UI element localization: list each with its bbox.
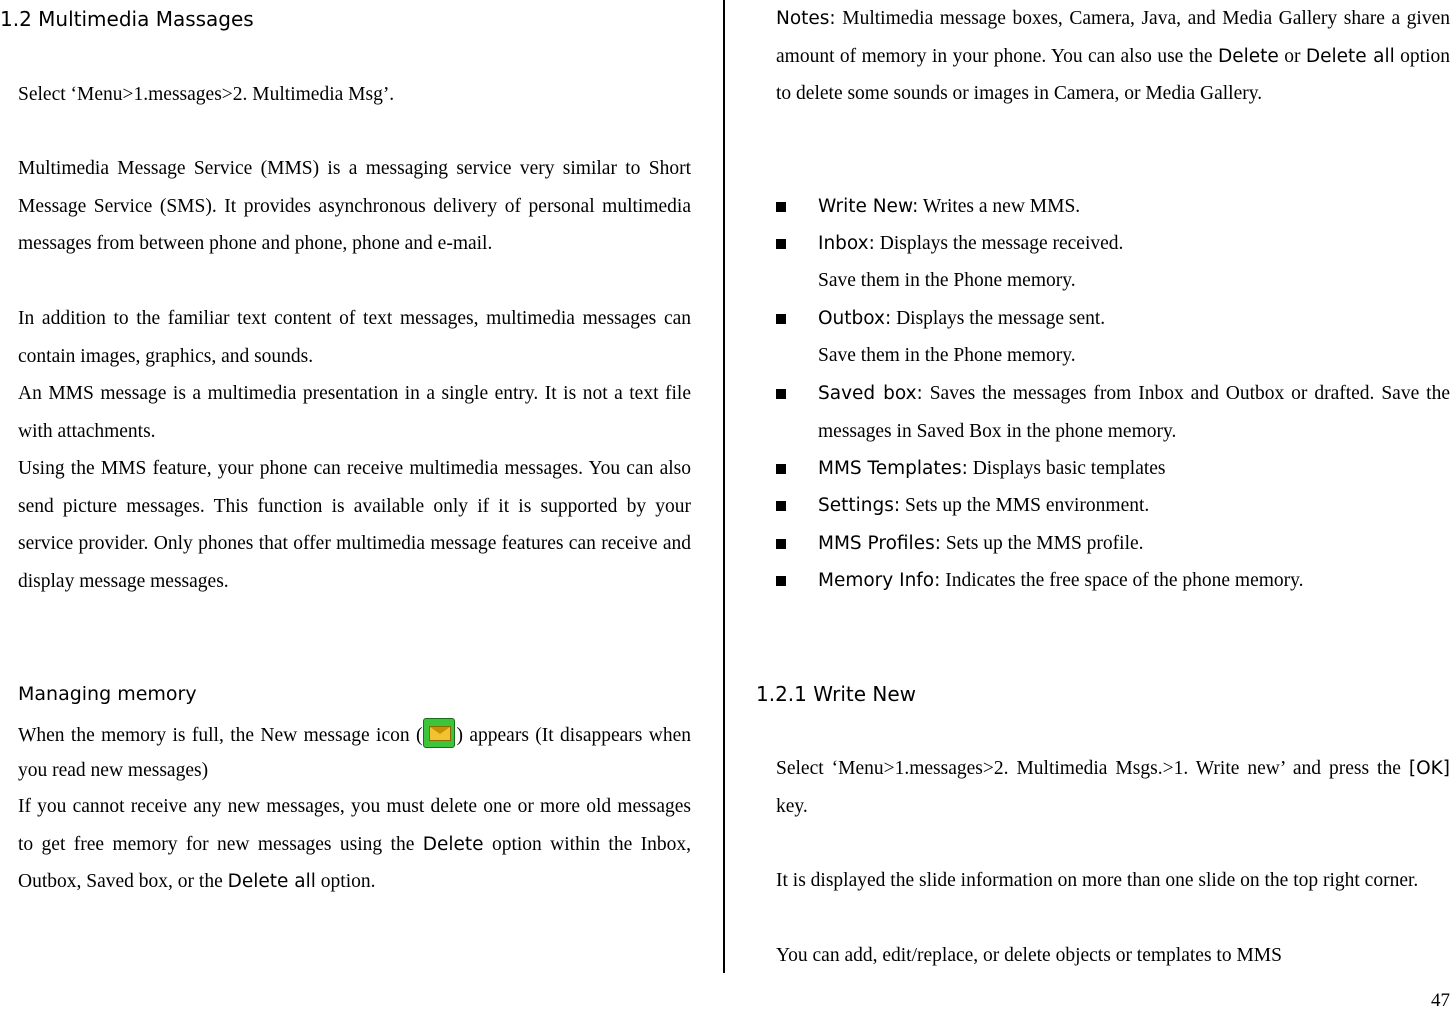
memory-full-text-after: ) appears (It disappears when you read new messages) (18, 725, 691, 781)
managing-memory-heading: Managing memory (18, 683, 197, 705)
bullet-desc: Displays the message sent. (891, 308, 1106, 329)
square-bullet-icon (776, 464, 786, 474)
bullet-desc: Saves the messages from Inbox and Outbox or drafted. Save the messages in Saved Box in the phone memory. (818, 383, 1450, 442)
notes-text-2: option to delete some sounds or images in Camera, or Media Gallery. (776, 45, 1450, 104)
envelope-icon (429, 726, 451, 741)
bullet-text (818, 487, 1149, 525)
page-number: 47 (1431, 990, 1450, 1011)
bullet-term: MMS Templates: (818, 458, 968, 479)
memory-full-paragraph (18, 718, 691, 788)
square-bullet-icon (776, 389, 786, 399)
bullet-term: Settings: (818, 495, 901, 516)
cannot-receive-paragraph (18, 788, 691, 901)
notes-or: or (1278, 45, 1306, 67)
section-heading: 1.2 Multimedia Massages (0, 7, 254, 31)
mms-intro-paragraph: Multimedia Message Service (MMS) is a messaging service very similar to Short Message Service (SMS). It provides asynchronous delivery of personal multimedia messages from between phone and phone, phone and e-mail. (18, 158, 691, 254)
cannot-receive-text-before: If you cannot receive any new messages, you must delete one or more old messages to get free memory for new messages using the (18, 796, 691, 855)
square-bullet-icon (776, 202, 786, 212)
square-bullet-icon (776, 539, 786, 549)
write-new-text-after: key. (776, 795, 808, 817)
notes-delete-term: Delete (1218, 45, 1279, 67)
bullet-term: Write New: (818, 196, 919, 217)
notes-paragraph (776, 0, 1450, 113)
select-instruction: Select ‘Menu>1.messages>2. Multimedia Msg’. (18, 84, 395, 105)
write-new-instruction (776, 750, 1450, 825)
delete-term: Delete (422, 833, 484, 855)
bullet-term: Memory Info: (818, 570, 941, 591)
mms-usage-paragraph: Using the MMS feature, your phone can receive multimedia messages. You can also send picture messages. This function is available only if it is supported by your service provider. Only phones that offer multimedia message features can receive and display message messages. (18, 458, 691, 592)
bullet-desc: Displays the message received. (874, 233, 1124, 254)
outbox-note: Save them in the Phone memory. (818, 345, 1076, 366)
memory-full-text-before: When the memory is full, the New message icon ( (18, 725, 423, 746)
inbox-note: Save them in the Phone memory. (818, 270, 1076, 291)
mms-addition-paragraph: In addition to the familiar text content of text messages, multimedia messages can contain images, graphics, and sounds. (18, 308, 691, 367)
square-bullet-icon (776, 501, 786, 511)
bullet-desc: Indicates the free space of the phone memory. (940, 570, 1304, 591)
write-new-text-before: Select ‘Menu>1.messages>2. Multimedia Msgs.>1. Write new’ and press the (776, 758, 1409, 779)
bullet-text (818, 450, 1166, 488)
column-divider (723, 0, 725, 973)
write-new-subheading: 1.2.1 Write New (756, 682, 917, 706)
notes-text-1: Multimedia message boxes, Camera, Java, and Media Gallery share a given amount of memory in your phone. You can also use the (776, 8, 1450, 67)
notes-delete-all-term: Delete all (1305, 45, 1395, 67)
bullet-term: Inbox: (818, 233, 875, 254)
new-message-icon (423, 718, 455, 748)
bullet-text (818, 562, 1304, 600)
bullet-term: Saved box: (818, 383, 923, 404)
slide-info-paragraph: It is displayed the slide information on more than one slide on the top right corner. (776, 870, 1419, 891)
bullet-desc: Displays basic templates (967, 458, 1166, 479)
delete-all-term: Delete all (227, 871, 316, 892)
bullet-text (818, 375, 1450, 450)
square-bullet-icon (776, 576, 786, 586)
bullet-text (818, 300, 1105, 338)
bullet-term: Outbox: (818, 308, 892, 329)
notes-label: Notes: (776, 8, 836, 29)
bullet-desc: Sets up the MMS environment. (900, 495, 1150, 516)
bullet-text (818, 525, 1144, 563)
bullet-text (818, 225, 1123, 263)
bullet-desc: Writes a new MMS. (918, 196, 1081, 217)
ok-key-label: [OK] (1408, 758, 1450, 779)
bullet-desc: Sets up the MMS profile. (940, 533, 1144, 554)
mms-presentation-paragraph: An MMS message is a multimedia presentation in a single entry. It is not a text file with attachments. (18, 383, 691, 442)
bullet-text (818, 188, 1080, 226)
bullet-term: MMS Profiles: (818, 533, 941, 554)
square-bullet-icon (776, 239, 786, 249)
cannot-receive-text-after: option. (315, 871, 376, 892)
cannot-receive-text-middle: option within the Inbox, Outbox, Saved box, or the (18, 833, 691, 892)
square-bullet-icon (776, 314, 786, 324)
add-objects-paragraph: You can add, edit/replace, or delete objects or templates to MMS (776, 945, 1282, 966)
